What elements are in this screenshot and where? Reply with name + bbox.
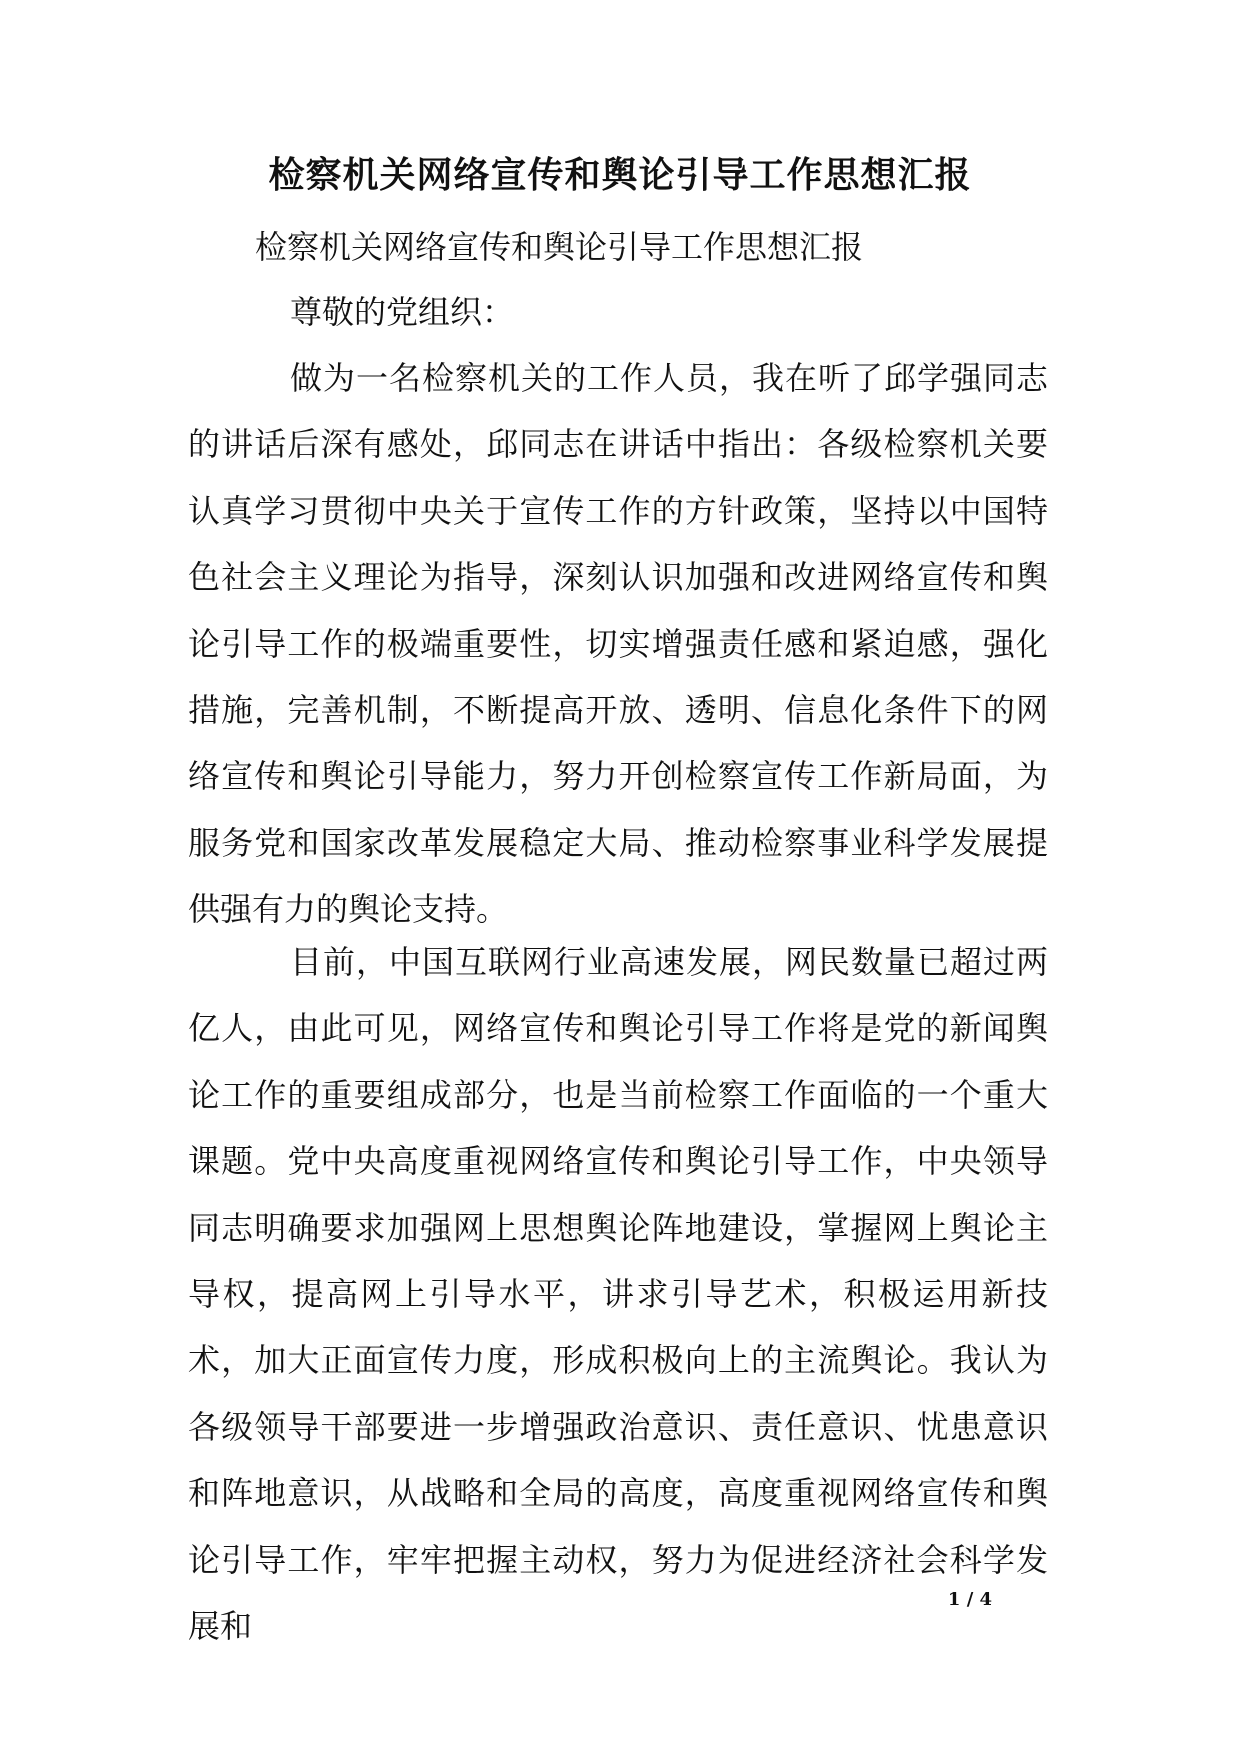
body-paragraph: 做为一名检察机关的工作人员，我在听了邱学强同志的讲话后深有感处，邱同志在讲话中指出：各级检察机关要认真学习贯彻中央关于宣传工作的方针政策，坚持以中国特色社会主义理论为指导，深刻认识加强和改进网络宣传和舆论引导工作的极端重要性，切实增强责任感和紧迫感，强化措施，完善机制，不断提高开放、透明、信息化条件下的网络宣传和舆论引导能力，努力开创检察宣传工作新局面，为服务党和国家改革发展稳定大局、推动检察事业科学发展提供强有力的舆论支持。 bbox=[188, 359, 1048, 929]
page-number: 1 / 4 bbox=[947, 1589, 993, 1610]
salutation: 尊敬的党组织： bbox=[290, 293, 515, 331]
document-subtitle: 检察机关网络宣传和舆论引导工作思想汇报 bbox=[255, 228, 864, 266]
body-paragraph: 目前，中国互联网行业高速发展，网民数量已超过两亿人，由此可见，网络宣传和舆论引导工作将是党的新闻舆论工作的重要组成部分，也是当前检察工作面临的一个重大课题。党中央高度重视网络宣传和舆论引导工作，中央领导同志明确要求加强网上思想舆论阵地建设，掌握网上舆论主导权，提高网上引导水平，讲求引导艺术，积极运用新技术，加大正面宣传力度，形成积极向上的主流舆论。我认为各级领导干部要进一步增强政治意识、责任意识、忧患意识和阵地意识，从战略和全局的高度，高度重视网络宣传和舆论引导工作，牢牢把握主动权，努力为促进经济社会科学发展和 bbox=[188, 943, 1048, 1646]
document-title: 检察机关网络宣传和舆论引导工作思想汇报 bbox=[268, 154, 972, 196]
